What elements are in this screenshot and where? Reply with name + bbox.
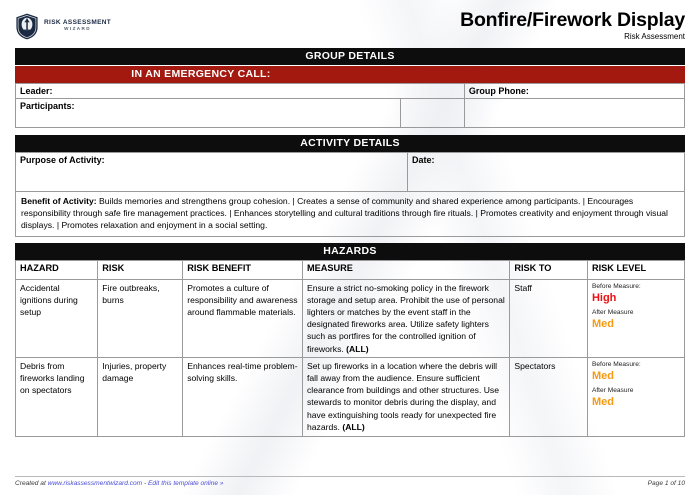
measure-tag: (ALL) — [346, 343, 369, 354]
table-row — [16, 357, 685, 436]
section-header-group-details: GROUP DETAILS — [15, 48, 685, 65]
measure-text: Set up fireworks in a location where the debris will fall away from the audience. Ensure sufficient clearance from buildings and other structures. Use stewards to monitor debris during the display, and have extinguishing tools ready for unexpected fire hazards. — [306, 360, 500, 432]
footer-edit-link[interactable]: Edit this template online » — [148, 480, 224, 487]
participants-label: Participants: — [20, 101, 75, 111]
document-header — [15, 0, 685, 48]
cell-measure — [302, 279, 509, 357]
page-subtitle: Risk Assessment — [624, 31, 685, 41]
purpose-label: Purpose of Activity: — [20, 155, 105, 165]
benefit-text: Builds memories and strengthens group cohesion. | Creates a sense of community and shared experience among participants. | Encourages responsibility through safe fire management practices. | Enhances storytelling and cultural traditions through fire rituals. | Promotes creativity and enjoyment through visual displays. | Promotes relaxation and enjoyment in a social setting. — [21, 196, 668, 231]
participants-spacer-cell-a — [400, 99, 464, 128]
hazards-section — [15, 243, 685, 437]
measure-text: Ensure a strict no-smoking policy in the firework storage and setup area. Prohibit the use of personal lighters or matches by the event staff in the designated fireworks area. Utilize safety lighters such as portfires for the controlled ignition of fireworks. — [306, 282, 505, 354]
page-title: Bonfire/Firework Display — [460, 9, 685, 32]
cell-risk-benefit: Enhances real-time problem-solving skills. — [183, 357, 303, 436]
after-measure-value: Med — [591, 396, 614, 409]
cell-hazard: Accidental ignitions during setup — [16, 279, 98, 357]
activity-details-table — [15, 152, 685, 192]
section-header-hazards: HAZARDS — [15, 243, 685, 260]
table-row — [16, 279, 685, 357]
table-row — [16, 99, 685, 128]
measure-tag: (ALL) — [342, 421, 365, 432]
brand-subtitle: WIZARD — [64, 26, 91, 31]
table-row — [16, 153, 685, 192]
leader-cell[interactable] — [16, 84, 465, 99]
benefit-of-activity-block — [15, 192, 685, 237]
group-phone-cell[interactable] — [464, 84, 684, 99]
before-measure-label: Before Measure: — [591, 360, 641, 368]
column-header-risk-to: RISK TO — [510, 260, 588, 279]
document-footer — [15, 476, 685, 487]
column-header-hazard: HAZARD — [16, 260, 98, 279]
column-header-risk: RISK — [98, 260, 183, 279]
cell-risk: Injuries, property damage — [98, 357, 183, 436]
group-phone-label: Group Phone: — [468, 86, 529, 96]
benefit-label: Benefit of Activity: — [21, 196, 97, 206]
cell-risk-to: Spectators — [510, 357, 588, 436]
table-row — [16, 84, 685, 99]
emergency-call-bar — [15, 66, 685, 83]
hazards-header-row — [16, 260, 685, 279]
cell-measure — [302, 357, 509, 436]
footer-page-number: Page 1 of 10 — [647, 480, 685, 487]
title-block — [460, 10, 685, 41]
footer-credit — [15, 480, 224, 487]
emergency-call-label: IN AN EMERGENCY CALL: — [131, 68, 271, 80]
footer-site-link[interactable]: www.riskassessmentwizard.com — [47, 480, 143, 487]
before-measure-value: Med — [591, 370, 614, 383]
before-measure-value: High — [591, 291, 617, 304]
brand-text — [44, 20, 111, 32]
brand-name: RISK ASSESSMENT — [44, 19, 112, 27]
purpose-cell[interactable] — [16, 153, 408, 192]
cell-hazard: Debris from fireworks landing on spectators — [16, 357, 98, 436]
after-measure-label: After Measure — [591, 308, 634, 316]
cell-risk-to: Staff — [510, 279, 588, 357]
participants-spacer-cell-b — [464, 99, 684, 128]
hazards-table — [15, 260, 685, 437]
cell-risk-benefit: Promotes a culture of responsibility and awareness around flammable materials. — [183, 279, 303, 357]
column-header-risk-level: RISK LEVEL — [587, 260, 684, 279]
cell-risk-level — [587, 357, 684, 436]
section-header-activity-details: ACTIVITY DETAILS — [15, 135, 685, 152]
footer-separator: - — [142, 480, 149, 487]
column-header-measure: MEASURE — [302, 260, 509, 279]
date-label: Date: — [412, 155, 435, 165]
brand-logo — [15, 13, 111, 40]
participants-cell[interactable] — [16, 99, 401, 128]
column-header-risk-benefit: RISK BENEFIT — [183, 260, 303, 279]
shield-icon — [15, 13, 39, 40]
group-details-table — [15, 83, 685, 128]
cell-risk-level — [587, 279, 684, 357]
cell-risk: Fire outbreaks, burns — [98, 279, 183, 357]
after-measure-value: Med — [591, 317, 614, 330]
leader-label: Leader: — [20, 86, 53, 96]
after-measure-label: After Measure — [591, 386, 634, 394]
before-measure-label: Before Measure: — [591, 282, 641, 290]
footer-created-prefix: Created at — [15, 480, 48, 487]
date-cell[interactable] — [408, 153, 685, 192]
